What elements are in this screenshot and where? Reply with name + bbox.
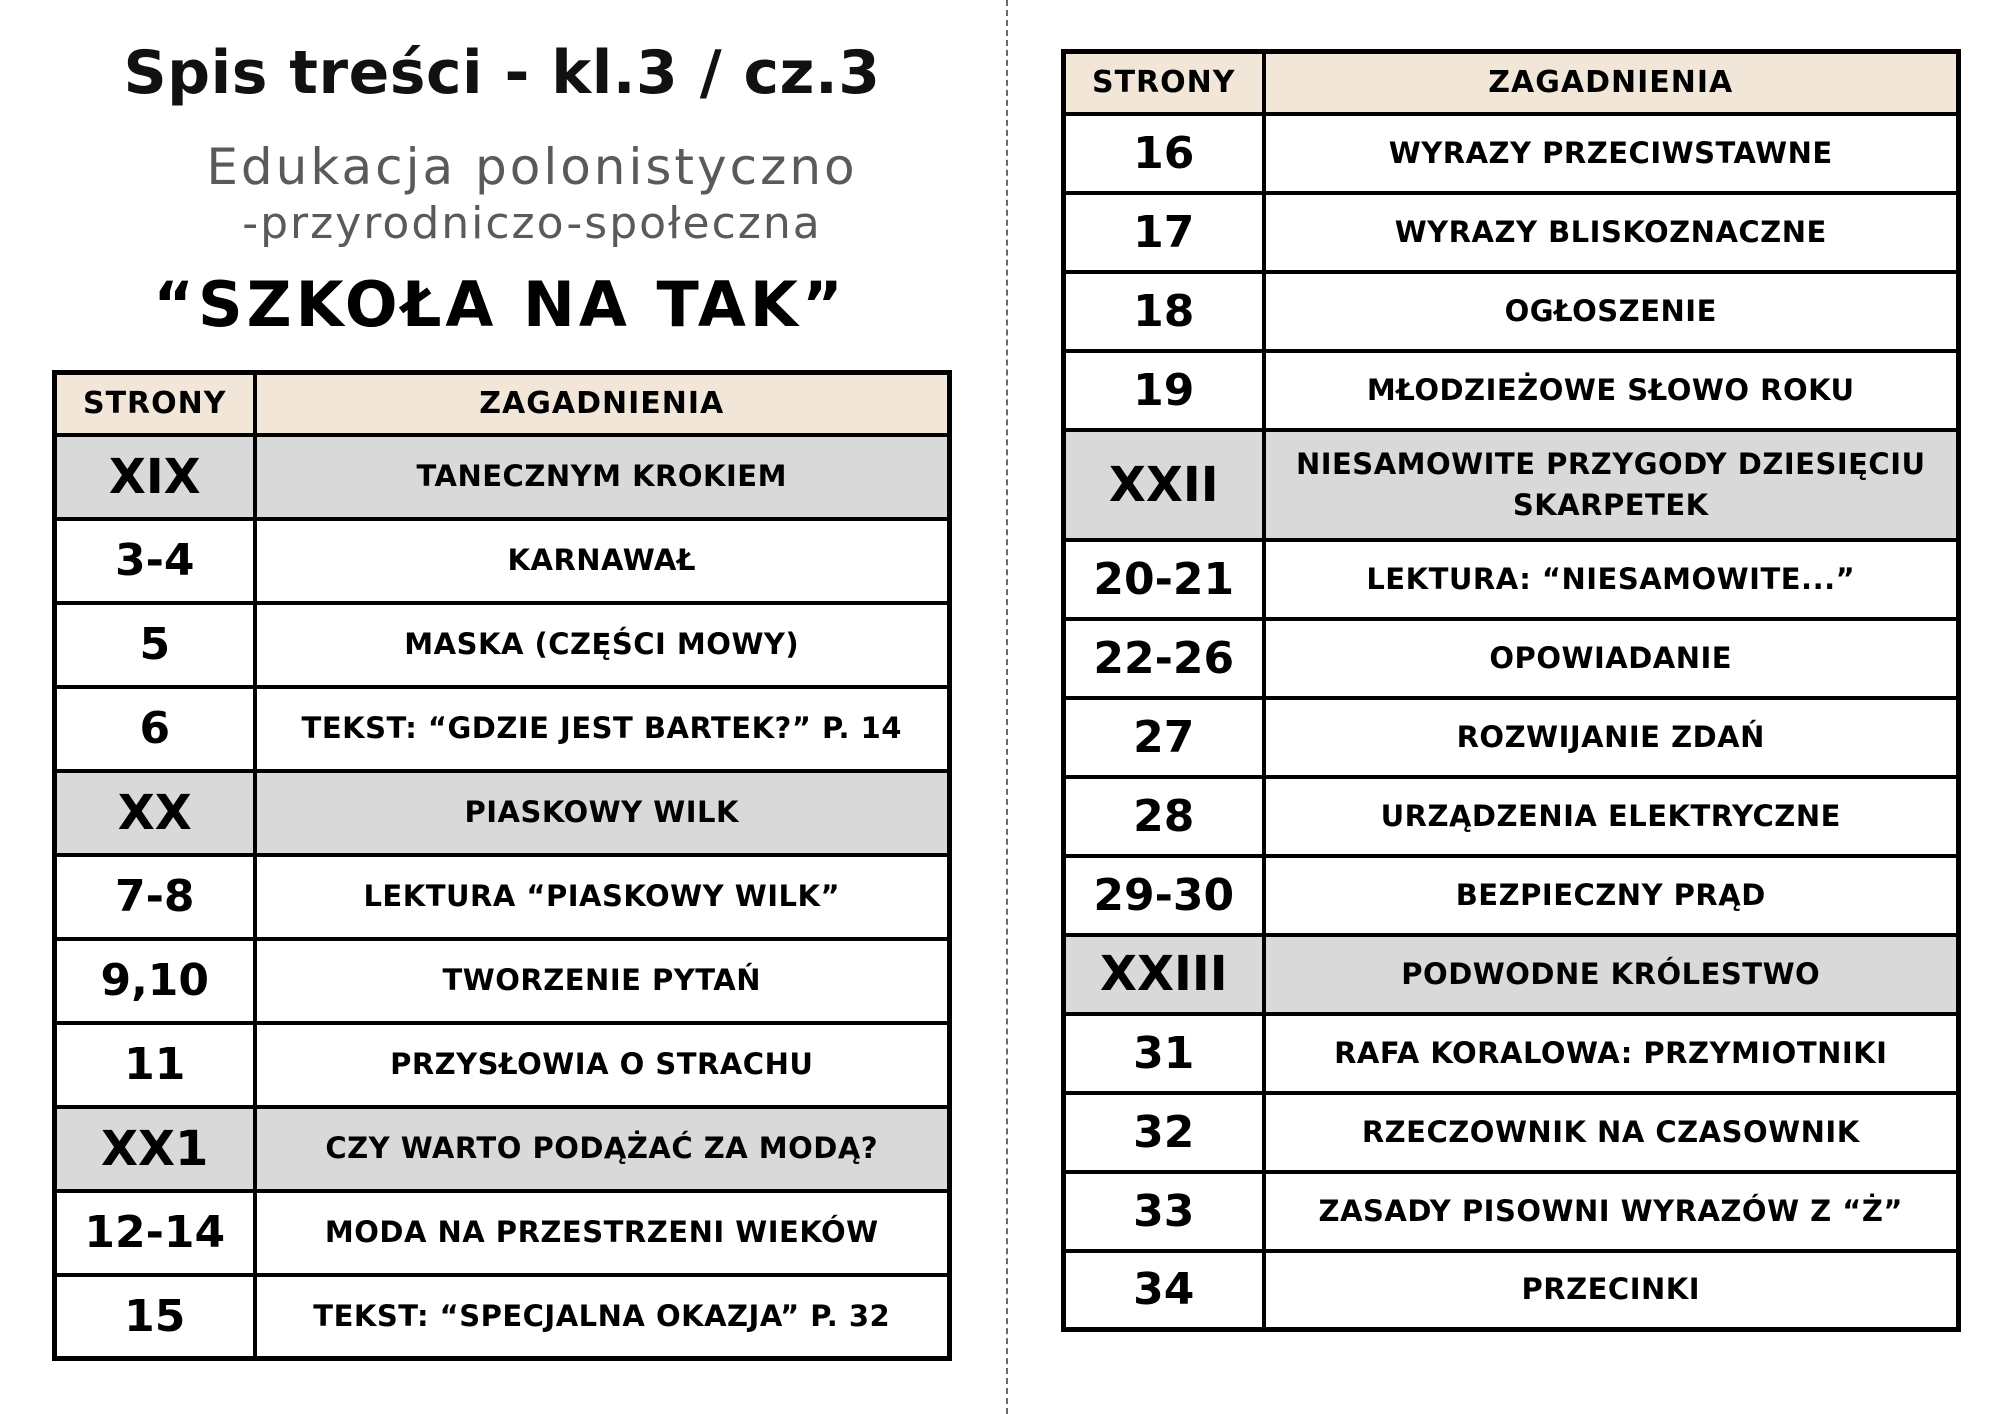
subject-subtitle-line-2: -przyrodniczo-społeczna: [242, 198, 822, 249]
column-header-topics: ZAGADNIENIA: [255, 373, 950, 435]
table-row: [1064, 1014, 1959, 1093]
page-range: 7-8: [55, 855, 255, 939]
table-row: [1064, 777, 1959, 856]
section-number: XXII: [1064, 430, 1264, 540]
table-row: [1064, 856, 1959, 935]
table-row: [1064, 619, 1959, 698]
page-range: 12-14: [55, 1191, 255, 1275]
page-range: 32: [1064, 1093, 1264, 1172]
topic-title: OPOWIADANIE: [1264, 619, 1959, 698]
page-range: 15: [55, 1275, 255, 1359]
page-range: 31: [1064, 1014, 1264, 1093]
topic-title: OGŁOSZENIE: [1264, 272, 1959, 351]
table-row: [55, 519, 950, 603]
table-row: [55, 1191, 950, 1275]
table-row: [1064, 698, 1959, 777]
table-row: [55, 603, 950, 687]
page-range: 28: [1064, 777, 1264, 856]
page-range: 20-21: [1064, 540, 1264, 619]
topic-title: BEZPIECZNY PRĄD: [1264, 856, 1959, 935]
page-range: 17: [1064, 193, 1264, 272]
page-range: 22-26: [1064, 619, 1264, 698]
topic-title: RAFA KORALOWA: PRZYMIOTNIKI: [1264, 1014, 1959, 1093]
section-row: [1064, 935, 1959, 1014]
section-number: XIX: [55, 435, 255, 519]
column-header-pages: STRONY: [1064, 52, 1264, 114]
table-row: [55, 855, 950, 939]
section-title: PIASKOWY WILK: [255, 771, 950, 855]
section-title: TANECZNYM KROKIEM: [255, 435, 950, 519]
section-number: XXIII: [1064, 935, 1264, 1014]
column-header-pages: STRONY: [55, 373, 255, 435]
section-row: [55, 771, 950, 855]
page-range: 3-4: [55, 519, 255, 603]
table-row: [55, 687, 950, 771]
page-range: 9,10: [55, 939, 255, 1023]
table-row: [1064, 114, 1959, 193]
table-row: [55, 939, 950, 1023]
topic-title: TWORZENIE PYTAŃ: [255, 939, 950, 1023]
topic-title: KARNAWAŁ: [255, 519, 950, 603]
program-motto: “SZKOŁA NA TAK”: [153, 268, 847, 341]
page-range: 16: [1064, 114, 1264, 193]
table-row: [55, 1275, 950, 1359]
page-range: 33: [1064, 1172, 1264, 1251]
topic-title: PRZYSŁOWIA O STRACHU: [255, 1023, 950, 1107]
table-row: [1064, 272, 1959, 351]
table-header-row: [1064, 52, 1959, 114]
toc-table-left: [52, 370, 952, 1361]
topic-title: LEKTURA “PIASKOWY WILK”: [255, 855, 950, 939]
page-range: 5: [55, 603, 255, 687]
section-title: NIESAMOWITE PRZYGODY DZIESIĘCIU SKARPETEK: [1264, 430, 1959, 540]
section-number: XX1: [55, 1107, 255, 1191]
topic-title: LEKTURA: “NIESAMOWITE...”: [1264, 540, 1959, 619]
topic-title: TEKST: “SPECJALNA OKAZJA” P. 32: [255, 1275, 950, 1359]
subject-subtitle-line-1: Edukacja polonistyczno: [206, 138, 858, 196]
column-header-topics: ZAGADNIENIA: [1264, 52, 1959, 114]
table-header-row: [55, 373, 950, 435]
table-row: [1064, 1172, 1959, 1251]
table-row: [1064, 1093, 1959, 1172]
topic-title: PRZECINKI: [1264, 1251, 1959, 1330]
topic-title: RZECZOWNIK NA CZASOWNIK: [1264, 1093, 1959, 1172]
topic-title: ZASADY PISOWNI WYRAZÓW Z “Ż”: [1264, 1172, 1959, 1251]
page-range: 34: [1064, 1251, 1264, 1330]
table-row: [1064, 193, 1959, 272]
page-range: 6: [55, 687, 255, 771]
page-range: 18: [1064, 272, 1264, 351]
toc-table-right: [1061, 49, 1961, 1332]
table-row: [55, 1023, 950, 1107]
topic-title: WYRAZY PRZECIWSTAWNE: [1264, 114, 1959, 193]
topic-title: URZĄDZENIA ELEKTRYCZNE: [1264, 777, 1959, 856]
section-row: [55, 435, 950, 519]
table-row: [1064, 351, 1959, 430]
page-range: 29-30: [1064, 856, 1264, 935]
page-range: 11: [55, 1023, 255, 1107]
page-range: 27: [1064, 698, 1264, 777]
section-row: [1064, 430, 1959, 540]
table-row: [1064, 540, 1959, 619]
topic-title: MODA NA PRZESTRZENI WIEKÓW: [255, 1191, 950, 1275]
topic-title: MASKA (CZĘŚCI MOWY): [255, 603, 950, 687]
section-row: [55, 1107, 950, 1191]
page-title: Spis treści - kl.3 / cz.3: [123, 38, 881, 108]
section-title: PODWODNE KRÓLESTWO: [1264, 935, 1959, 1014]
table-row: [1064, 1251, 1959, 1330]
topic-title: MŁODZIEŻOWE SŁOWO ROKU: [1264, 351, 1959, 430]
topic-title: TEKST: “GDZIE JEST BARTEK?” P. 14: [255, 687, 950, 771]
topic-title: ROZWIJANIE ZDAŃ: [1264, 698, 1959, 777]
page-range: 19: [1064, 351, 1264, 430]
topic-title: WYRAZY BLISKOZNACZNE: [1264, 193, 1959, 272]
section-title: CZY WARTO PODĄŻAĆ ZA MODĄ?: [255, 1107, 950, 1191]
section-number: XX: [55, 771, 255, 855]
